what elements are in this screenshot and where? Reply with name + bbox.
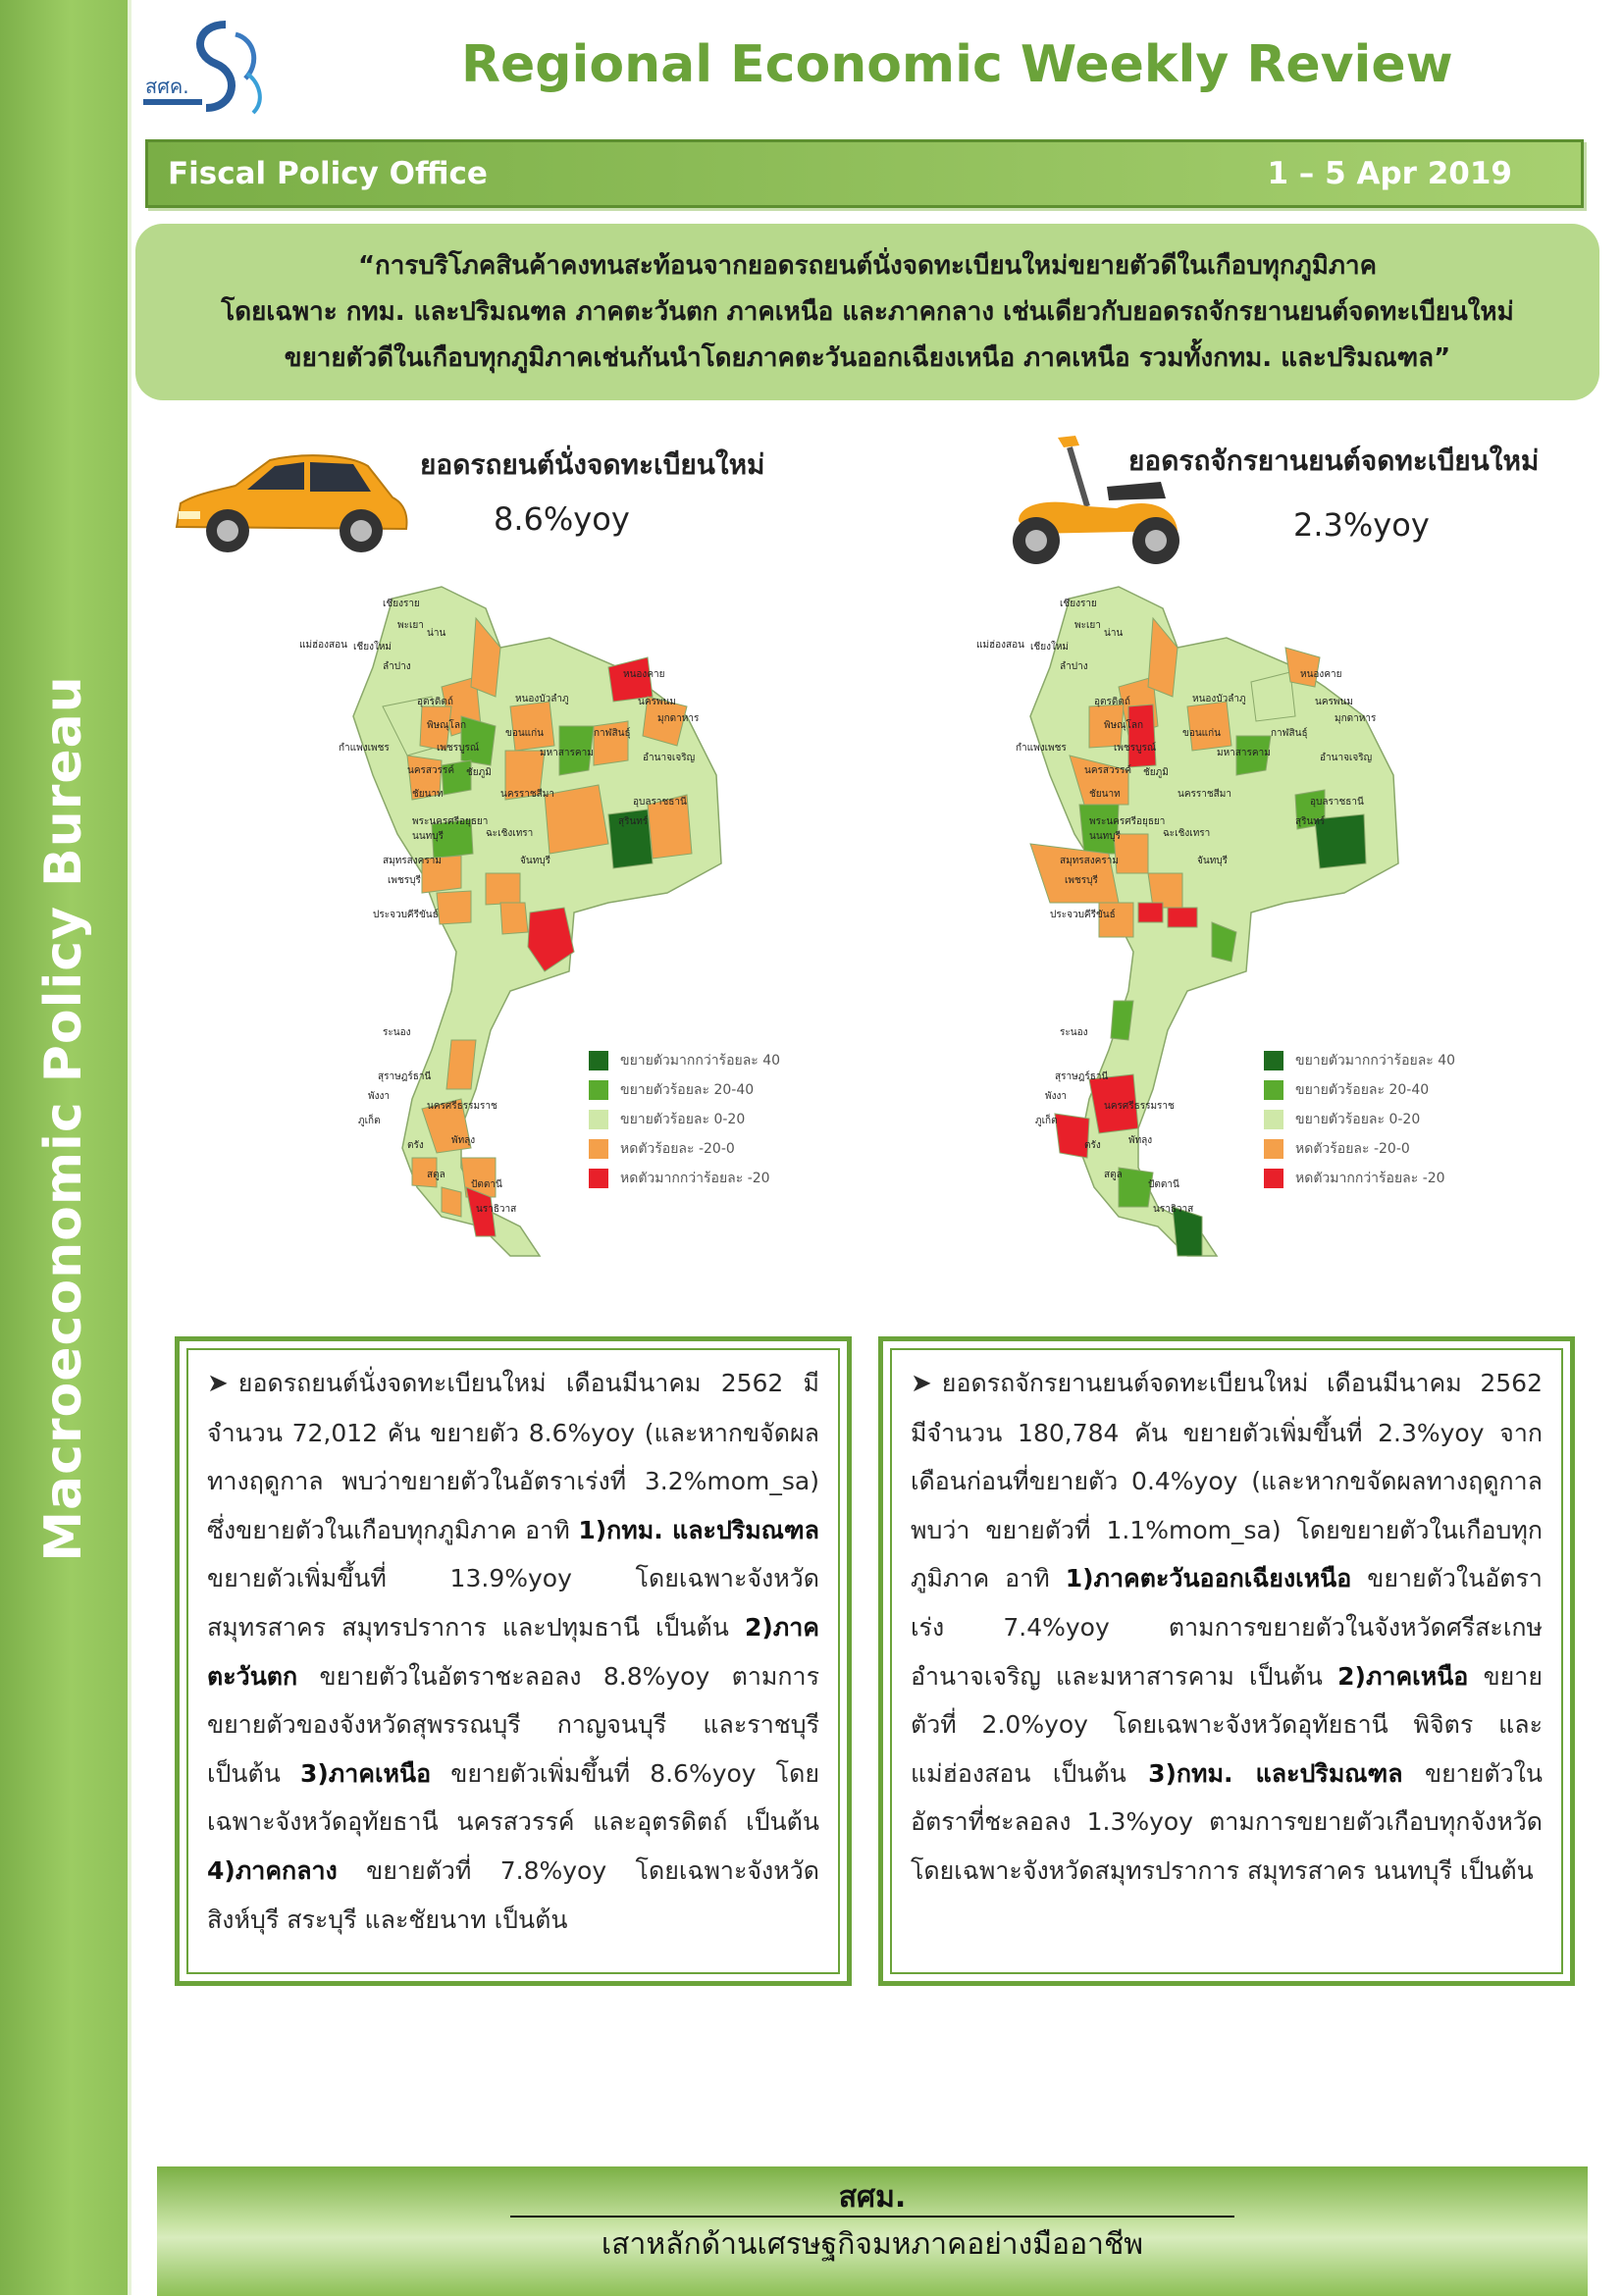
province-label: นครราชสีมา [1178, 789, 1231, 800]
footer-slogan: เสาหลักด้านเศรษฐกิจมหภาคอย่างมืออาชีพ [601, 2227, 1144, 2262]
province-label: น่าน [427, 628, 446, 639]
province-label: กาฬสินธุ์ [594, 728, 631, 739]
province-label: นครศรีธรรมราช [1104, 1101, 1175, 1112]
province-label: กำแพงเพชร [339, 743, 390, 754]
car-icon [167, 446, 412, 559]
province-label: อุบลราชธานี [633, 797, 687, 808]
province-label: ปัตตานี [1148, 1179, 1179, 1190]
legend-item: หดตัวมากกว่าร้อยละ -20 [589, 1164, 780, 1193]
province-label: หนองบัวลำภู [515, 694, 569, 704]
province-label: สมุทรสงคราม [383, 856, 442, 866]
page-title: Regional Economic Weekly Review [461, 35, 1453, 94]
summary-quote [155, 243, 1580, 382]
province-label: อำนาจเจริญ [1320, 753, 1373, 763]
province-label: เพชรบูรณ์ [437, 743, 480, 754]
province-label: อุบลราชธานี [1310, 797, 1364, 808]
footer-rule [510, 2216, 1234, 2218]
province-label: สตูล [427, 1170, 445, 1180]
quote-line-1: “การบริโภคสินค้าคงทนสะท้อนจากยอดรถยนต์นั่งจดทะเบียนใหม่ขยายตัวดีในเกือบทุกภูมิภาค [357, 251, 1378, 281]
province-label: ปัตตานี [471, 1179, 502, 1190]
province-label: มุกดาหาร [1335, 713, 1377, 724]
legend-item: ขยายตัวร้อยละ 0-20 [589, 1105, 780, 1134]
province-label: ตรัง [407, 1140, 424, 1151]
legend-item: ขยายตัวมากกว่าร้อยละ 40 [1264, 1046, 1455, 1075]
province-label: พะเยา [1074, 620, 1101, 631]
province-label: กาฬสินธุ์ [1271, 728, 1308, 739]
province-label: ชัยภูมิ [466, 767, 492, 778]
province-label: พัทลุง [451, 1135, 476, 1146]
legend-item: ขยายตัวมากกว่าร้อยละ 40 [589, 1046, 780, 1075]
province-label: สุรินทร์ [1295, 816, 1326, 827]
province-label: ตรัง [1084, 1140, 1101, 1151]
legend-item: ขยายตัวร้อยละ 20-40 [1264, 1075, 1455, 1105]
car-analysis-box [175, 1336, 852, 1986]
province-label: นครศรีธรรมราช [427, 1101, 497, 1112]
province-label: ประจวบคีรีขันธ์ [1050, 910, 1116, 920]
province-label: แม่ฮ่องสอน [299, 640, 347, 651]
fpo-logo [137, 15, 294, 123]
province-label: ลำปาง [383, 661, 411, 672]
province-label: พิษณุโลก [1104, 720, 1144, 731]
arrow-bullet-icon: ➤ [207, 1369, 229, 1398]
province-label: พัทลุง [1128, 1135, 1153, 1146]
province-label: พิษณุโลก [427, 720, 467, 731]
province-label: หนองบัวลำภู [1192, 694, 1246, 704]
moto-map-legend [1264, 1046, 1455, 1193]
car-analysis-text: ➤ ยอดรถยนต์นั่งจดทะเบียนใหม่ เดือนมีนาคม 2562 มีจำนวน 72,012 คัน ขยายตัว 8.6%yoy (และหากขจัดผลทางฤดูกาล พบว่าขยายตัวในอัตราเร่งที่ 3.2%mom_sa) ซึ่งขยายตัวในเกือบทุกภูมิภาค อาทิ 1)กทม. และปริมณฑล ขยายตัวเพิ่มขึ้นที่ 13.9%yoy โดยเฉพาะจังหวัดสมุทรสาคร สมุทรปราการ และปทุมธานี เป็นต้น 2)ภาคตะวันตก ขยายตัวในอัตราชะลอลง 8.8%yoy ตามการขยายตัวของจังหวัดสุพรรณบุรี กาญจนบุรี และราชบุรี เป็นต้น 3)ภาคเหนือ ขยายตัวเพิ่มขึ้นที่ 8.6%yoy โดยเฉพาะจังหวัดอุทัยธานี นครสวรรค์ และอุตรดิตถ์ เป็นต้น 4)ภาคกลาง ขยายตัวที่ 7.8%yoy โดยเฉพาะจังหวัดสิงห์บุรี สระบุรี และชัยนาท เป็นต้น [207, 1369, 819, 1934]
logo-text: สศค. [145, 75, 189, 98]
legend-item: หดตัวมากกว่าร้อยละ -20 [1264, 1164, 1455, 1193]
province-label: นนทบุรี [412, 831, 444, 842]
date-range: 1 – 5 Apr 2019 [1267, 156, 1512, 191]
legend-item: หดตัวร้อยละ -20-0 [1264, 1134, 1455, 1164]
province-label: เชียงราย [383, 599, 420, 609]
province-label: นราธิวาส [476, 1204, 517, 1215]
car-growth-value: 8.6%yoy [494, 500, 630, 538]
province-label: ภูเก็ต [1035, 1116, 1058, 1126]
office-name: Fiscal Policy Office [168, 156, 488, 191]
province-label: ฉะเชิงเทรา [1163, 828, 1211, 839]
province-label: ลำปาง [1060, 661, 1088, 672]
province-label: หนองคาย [623, 669, 665, 680]
arrow-bullet-icon: ➤ [911, 1369, 932, 1398]
province-label: นครพนม [638, 697, 676, 707]
province-label: สุราษฎร์ธานี [1055, 1071, 1109, 1082]
province-label: นครสวรรค์ [1084, 765, 1132, 776]
province-label: เพชรบุรี [388, 875, 421, 886]
moto-analysis-box [878, 1336, 1575, 1986]
province-label: อำนาจเจริญ [643, 753, 696, 763]
province-label: อุตรดิตถ์ [1094, 697, 1130, 707]
province-label: พังงา [1045, 1091, 1067, 1102]
footer-abbrev: สศม. [838, 2180, 907, 2215]
province-label: แม่ฮ่องสอน [976, 640, 1024, 651]
legend-item: ขยายตัวร้อยละ 20-40 [589, 1075, 780, 1105]
car-map-legend [589, 1046, 780, 1193]
province-label: พระนครศรีอยุธยา [412, 816, 489, 827]
province-label: ขอนแก่น [505, 728, 545, 739]
province-label: สมุทรสงคราม [1060, 856, 1119, 866]
legend-item: หดตัวร้อยละ -20-0 [589, 1134, 780, 1164]
province-label: นครสวรรค์ [407, 765, 455, 776]
province-label: นราธิวาส [1153, 1204, 1194, 1215]
province-label: เพชรบูรณ์ [1114, 743, 1157, 754]
province-label: น่าน [1104, 628, 1124, 639]
province-label: อุตรดิตถ์ [417, 697, 453, 707]
province-label: สุรินทร์ [618, 816, 649, 827]
moto-analysis-text: ➤ ยอดรถจักรยานยนต์จดทะเบียนใหม่ เดือนมีนาคม 2562 มีจำนวน 180,784 คัน ขยายตัวเพิ่มขึ้นที่ 2.3%yoy จากเดือนก่อนที่ขยายตัว 0.4%yoy (และหากขจัดผลทางฤดูกาล พบว่า ขยายตัวที่ 1.1%mom_sa) โดยขยายตัวในเกือบทุกภูมิภาค อาทิ 1)ภาคตะวันออกเฉียงเหนือ ขยายตัวในอัตราเร่ง 7.4%yoy ตามการขยายตัวในจังหวัดศรีสะเกษ อำนาจเจริญ และมหาสารคาม เป็นต้น 2)ภาคเหนือ ขยายตัวที่ 2.0%yoy โดยเฉพาะจังหวัดอุทัยธานี พิจิตร และแม่ฮ่องสอน เป็นต้น 3)กทม. และปริมณฑล ขยายตัวในอัตราที่ชะลอลง 1.3%yoy ตามการขยายตัวเกือบทุกจังหวัด โดยเฉพาะจังหวัดสมุทรปราการ สมุทรสาคร นนทบุรี เป็นต้น [911, 1369, 1543, 1885]
province-label: นครราชสีมา [500, 789, 554, 800]
header-band [145, 139, 1584, 208]
footer-band [157, 2166, 1588, 2296]
province-label: ขอนแก่น [1182, 728, 1222, 739]
legend-item: ขยายตัวร้อยละ 0-20 [1264, 1105, 1455, 1134]
province-label: เชียงใหม่ [353, 642, 393, 652]
moto-growth-value: 2.3%yoy [1293, 506, 1430, 544]
summary-quote-box [135, 224, 1599, 400]
province-label: พะเยา [397, 620, 424, 631]
province-label: มหาสารคาม [540, 748, 594, 758]
quote-line-2: โดยเฉพาะ กทม. และปริมณฑล ภาคตะวันตก ภาคเหนือ และภาคกลาง เช่นเดียวกับยอดรถจักรยานยนต์จดทะเบียนใหม่ [221, 297, 1514, 327]
province-label: จันทบุรี [1197, 856, 1229, 866]
province-label: ระนอง [1060, 1027, 1088, 1038]
province-label: พระนครศรีอยุธยา [1089, 816, 1166, 827]
quote-line-3: ขยายตัวดีในเกือบทุกภูมิภาคเช่นกันนำโดยภาคตะวันออกเฉียงเหนือ ภาคเหนือ รวมทั้งกทม. และปริมณฑล” [284, 343, 1451, 373]
moto-chart-title: ยอดรถจักรยานยนต์จดทะเบียนใหม่ [1128, 444, 1540, 477]
sidebar-divider [128, 0, 131, 2295]
province-label: ระนอง [383, 1027, 411, 1038]
province-label: สุราษฎร์ธานี [378, 1071, 432, 1082]
province-label: เพชรบุรี [1065, 875, 1098, 886]
province-label: นครพนม [1315, 697, 1353, 707]
province-label: มหาสารคาม [1217, 748, 1271, 758]
car-chart-title: ยอดรถยนต์นั่งจดทะเบียนใหม่ [420, 448, 765, 481]
province-label: มุกดาหาร [657, 713, 700, 724]
province-label: พังงา [368, 1091, 390, 1102]
province-label: ฉะเชิงเทรา [486, 828, 534, 839]
province-label: จันทบุรี [520, 856, 551, 866]
province-label: ชัยนาท [1089, 789, 1121, 800]
province-label: สตูล [1104, 1170, 1123, 1180]
province-label: ภูเก็ต [358, 1116, 381, 1126]
province-label: ชัยภูมิ [1143, 767, 1169, 778]
province-label: ชัยนาท [412, 789, 444, 800]
sidebar-title: Macroeconomic Policy Bureau [34, 675, 93, 1562]
province-label: นนทบุรี [1089, 831, 1121, 842]
province-label: หนองคาย [1300, 669, 1342, 680]
province-label: กำแพงเพชร [1016, 743, 1067, 754]
province-label: ประจวบคีรีขันธ์ [373, 910, 439, 920]
province-label: เชียงใหม่ [1030, 642, 1070, 652]
province-label: เชียงราย [1060, 599, 1097, 609]
